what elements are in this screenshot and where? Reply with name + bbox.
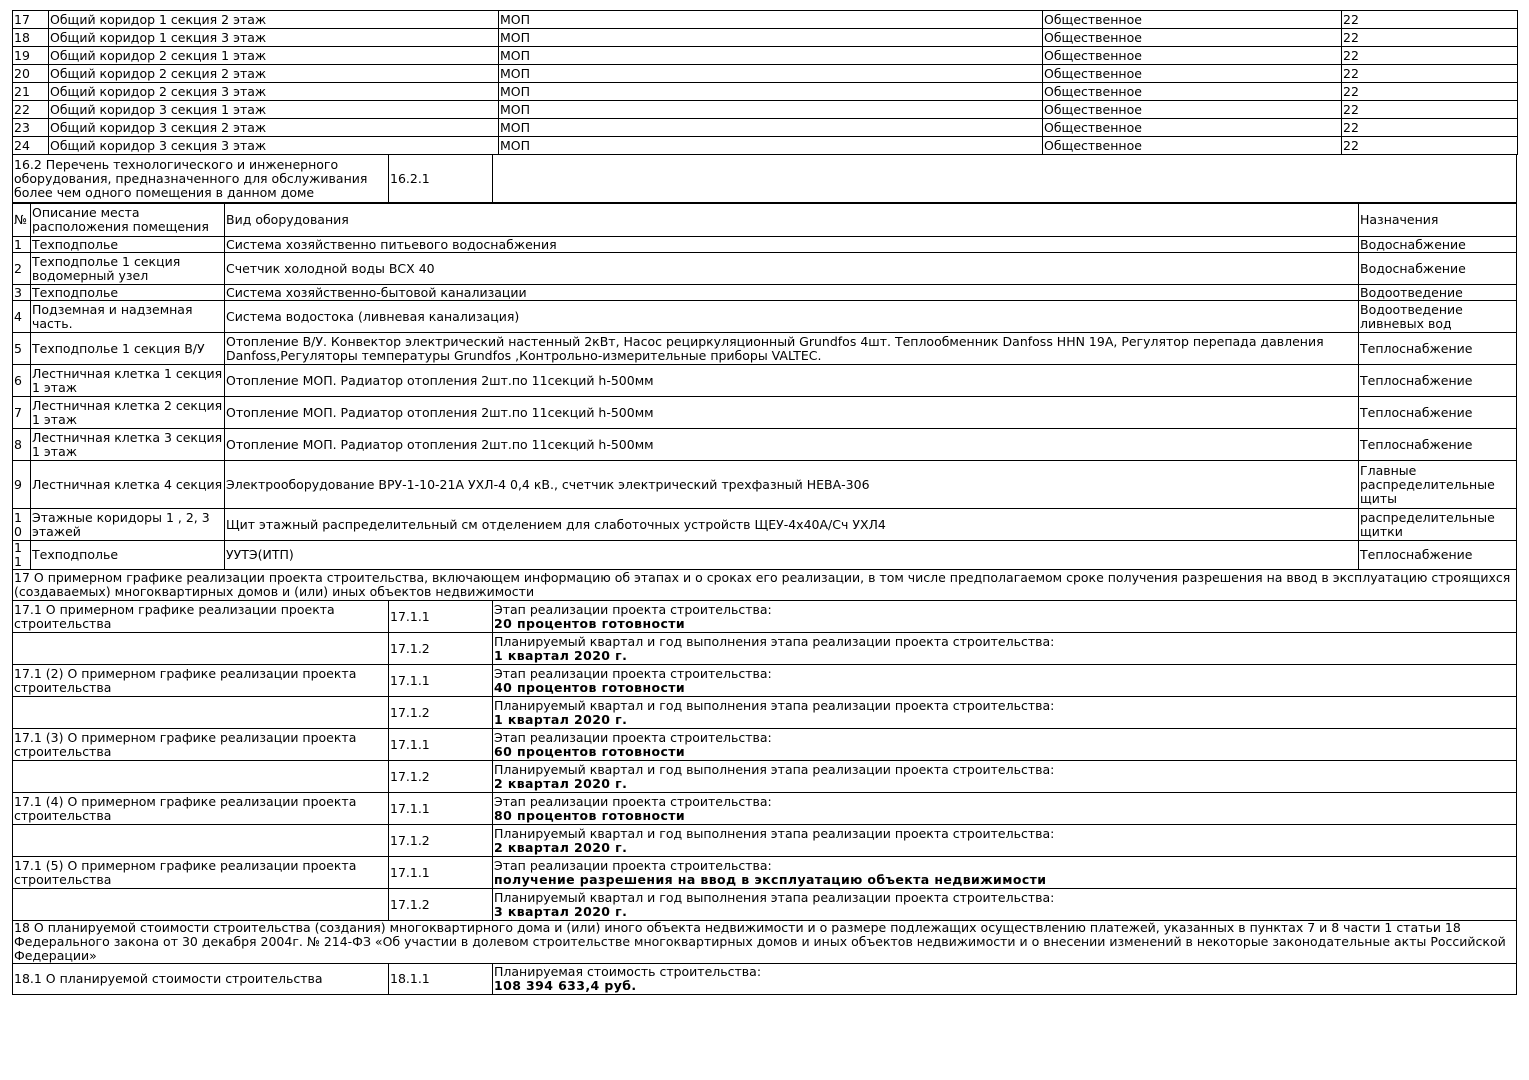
premises-area: 22 (1342, 65, 1518, 83)
equipment-num: 11 (13, 541, 31, 570)
quarter-code: 17.1.2 (389, 697, 493, 729)
stage-value (493, 665, 1517, 697)
premises-row (13, 29, 1518, 47)
equipment-kind: Отопление МОП. Радиатор отопления 2шт.по 11секций h-500мм (225, 365, 1359, 397)
quarter-label-empty (13, 761, 389, 793)
equipment-row (13, 333, 1517, 365)
quarter-row (13, 697, 1517, 729)
stage-text: 20 процентов готовности (494, 615, 686, 631)
stage-caption: Этап реализации проекта строительства: (494, 793, 772, 809)
premises-type: МОП (499, 65, 1043, 83)
premises-num: 21 (13, 83, 49, 101)
equipment-row (13, 397, 1517, 429)
section-16-2-value (493, 155, 1517, 203)
equipment-purpose: Водоснабжение (1359, 237, 1517, 253)
premises-purpose: Общественное (1043, 119, 1342, 137)
equipment-location: Лестничная клетка 1 секция 1 этаж (31, 365, 225, 397)
quarter-row (13, 761, 1517, 793)
premises-name: Общий коридор 3 секция 1 этаж (49, 101, 499, 119)
stage-code: 17.1.1 (389, 601, 493, 633)
section-17-title-table (12, 570, 1517, 601)
quarter-row (13, 633, 1517, 665)
premises-area: 22 (1342, 119, 1518, 137)
equipment-location: Техподполье (31, 237, 225, 253)
stage-caption: Этап реализации проекта строительства: (494, 857, 772, 873)
equipment-purpose: Главные распределительные щиты (1359, 461, 1517, 509)
quarter-caption: Планируемый квартал и год выполнения этапа реализации проекта строительства: (494, 697, 1055, 713)
section-18-code: 18.1.1 (389, 964, 493, 995)
equipment-location: Лестничная клетка 4 секция (31, 461, 225, 509)
quarter-text: 2 квартал 2020 г. (494, 775, 628, 791)
premises-type: МОП (499, 101, 1043, 119)
header-num: № (13, 204, 31, 237)
header-purpose: Назначения (1359, 204, 1517, 237)
premises-num: 19 (13, 47, 49, 65)
stage-caption: Этап реализации проекта строительства: (494, 729, 772, 745)
equipment-num: 4 (13, 301, 31, 333)
premises-area: 22 (1342, 29, 1518, 47)
quarter-value (493, 697, 1517, 729)
equipment-location: Этажные коридоры 1 , 2, 3 этажей (31, 509, 225, 541)
equipment-kind: Система водостока (ливневая канализация) (225, 301, 1359, 333)
equipment-num: 7 (13, 397, 31, 429)
quarter-text: 1 квартал 2020 г. (494, 711, 628, 727)
equipment-row (13, 237, 1517, 253)
stage-code: 17.1.1 (389, 729, 493, 761)
quarter-value (493, 633, 1517, 665)
quarter-code: 17.1.2 (389, 633, 493, 665)
quarter-caption: Планируемый квартал и год выполнения этапа реализации проекта строительства: (494, 633, 1055, 649)
equipment-location: Лестничная клетка 3 секция 1 этаж (31, 429, 225, 461)
premises-name: Общий коридор 3 секция 2 этаж (49, 119, 499, 137)
quarter-label-empty (13, 889, 389, 921)
premises-purpose: Общественное (1043, 47, 1342, 65)
equipment-purpose: Водоснабжение (1359, 253, 1517, 285)
equipment-purpose: Теплоснабжение (1359, 429, 1517, 461)
equipment-kind: Электрооборудование ВРУ-1-10-21А УХЛ-4 0,4 кВ., счетчик электрический трехфазный НЕВА-306 (225, 461, 1359, 509)
stage-code: 17.1.1 (389, 857, 493, 889)
stage-value (493, 793, 1517, 825)
equipment-header-row (13, 204, 1517, 237)
equipment-kind: Щит этажный распределительный см отделением для слаботочных устройств ЩЕУ-4х40А/Сч УХЛ4 (225, 509, 1359, 541)
equipment-location: Техподполье (31, 541, 225, 570)
section-16-2-label: 16.2 Перечень технологического и инженерного оборудования, предназначенного для обслуживания более чем одного помещения в данном доме (13, 155, 389, 203)
stage-row (13, 857, 1517, 889)
stage-label: 17.1 (3) О примерном графике реализации проекта строительства (13, 729, 389, 761)
premises-name: Общий коридор 3 секция 3 этаж (49, 137, 499, 155)
section-16-2-table (12, 155, 1517, 203)
premises-name: Общий коридор 2 секция 2 этаж (49, 65, 499, 83)
equipment-row (13, 301, 1517, 333)
quarter-caption: Планируемый квартал и год выполнения этапа реализации проекта строительства: (494, 825, 1055, 841)
section-18-title: 18 О планируемой стоимости строительства (создания) многоквартирного дома и (или) иного объекта недвижимости и о размере подлежащих осуществлению платежей, указанных в пунктах 7 и 8 части 1 статьи 18 Федерального закона от 30 декабря 2004г. № 214-ФЗ «Об участии в долевом строительстве многоквартирных домов и иных объектов недвижимости и о внесении изменений в некоторые законодательные акты Российской Федерации» (13, 921, 1517, 964)
quarter-label-empty (13, 825, 389, 857)
cost-value: 108 394 633,4 руб. (494, 978, 637, 993)
equipment-num: 5 (13, 333, 31, 365)
premises-type: МОП (499, 11, 1043, 29)
equipment-kind: Отопление В/У. Конвектор электрический настенный 2кВт, Насос рециркуляционный Grundfos 4шт. Теплообменник Danfoss HHN 19A, Регулятор перепада давления Danfoss,Регуляторы температуры Grundfos ,Контрольно-измерительные приборы VALTEC. (225, 333, 1359, 365)
stage-text: 60 процентов готовности (494, 743, 686, 759)
stage-label: 17.1 (4) О примерном графике реализации проекта строительства (13, 793, 389, 825)
premises-area: 22 (1342, 11, 1518, 29)
document-page (12, 10, 1517, 995)
stage-value (493, 857, 1517, 889)
stage-caption: Этап реализации проекта строительства: (494, 601, 772, 617)
equipment-row (13, 365, 1517, 397)
equipment-num: 1 (13, 237, 31, 253)
quarter-caption: Планируемый квартал и год выполнения этапа реализации проекта строительства: (494, 889, 1055, 905)
equipment-num: 3 (13, 285, 31, 301)
premises-type: МОП (499, 47, 1043, 65)
equipment-row (13, 461, 1517, 509)
section-17-table (12, 601, 1517, 921)
equipment-row (13, 253, 1517, 285)
premises-area: 22 (1342, 101, 1518, 119)
premises-num: 23 (13, 119, 49, 137)
equipment-kind: Система хозяйственно питьевого водоснабжения (225, 237, 1359, 253)
equipment-num: 2 (13, 253, 31, 285)
equipment-row (13, 285, 1517, 301)
quarter-text: 3 квартал 2020 г. (494, 903, 628, 919)
quarter-code: 17.1.2 (389, 761, 493, 793)
quarter-code: 17.1.2 (389, 889, 493, 921)
cost-label: Планируемая стоимость строительства: (494, 964, 762, 979)
stage-row (13, 665, 1517, 697)
equipment-location: Техподполье (31, 285, 225, 301)
quarter-caption: Планируемый квартал и год выполнения этапа реализации проекта строительства: (494, 761, 1055, 777)
premises-type: МОП (499, 29, 1043, 47)
header-location: Описание места расположения помещения (31, 204, 225, 237)
premises-purpose: Общественное (1043, 101, 1342, 119)
equipment-kind: Счетчик холодной воды ВСХ 40 (225, 253, 1359, 285)
premises-purpose: Общественное (1043, 11, 1342, 29)
premises-row (13, 101, 1518, 119)
stage-row (13, 729, 1517, 761)
premises-name: Общий коридор 2 секция 1 этаж (49, 47, 499, 65)
quarter-row (13, 825, 1517, 857)
premises-row (13, 11, 1518, 29)
equipment-num: 9 (13, 461, 31, 509)
stage-text: получение разрешения на ввод в эксплуатацию объекта недвижимости (494, 871, 1047, 887)
header-kind: Вид оборудования (225, 204, 1359, 237)
quarter-value (493, 825, 1517, 857)
premises-num: 20 (13, 65, 49, 83)
premises-name: Общий коридор 1 секция 3 этаж (49, 29, 499, 47)
equipment-purpose: Теплоснабжение (1359, 541, 1517, 570)
equipment-num: 8 (13, 429, 31, 461)
quarter-code: 17.1.2 (389, 825, 493, 857)
stage-row (13, 793, 1517, 825)
equipment-location: Подземная и надземная часть. (31, 301, 225, 333)
premises-purpose: Общественное (1043, 137, 1342, 155)
premises-name: Общий коридор 1 секция 2 этаж (49, 11, 499, 29)
premises-row (13, 137, 1518, 155)
quarter-value (493, 761, 1517, 793)
premises-row (13, 119, 1518, 137)
stage-text: 40 процентов готовности (494, 679, 686, 695)
equipment-purpose: Теплоснабжение (1359, 333, 1517, 365)
stage-text: 80 процентов готовности (494, 807, 686, 823)
premises-area: 22 (1342, 137, 1518, 155)
equipment-purpose: Теплоснабжение (1359, 397, 1517, 429)
premises-row (13, 65, 1518, 83)
stage-caption: Этап реализации проекта строительства: (494, 665, 772, 681)
equipment-purpose: Водоотведение (1359, 285, 1517, 301)
equipment-location: Техподполье 1 секция водомерный узел (31, 253, 225, 285)
equipment-kind: Система хозяйственно-бытовой канализации (225, 285, 1359, 301)
premises-table (12, 10, 1518, 155)
section-18-label: 18.1 О планируемой стоимости строительства (13, 964, 389, 995)
quarter-value (493, 889, 1517, 921)
premises-type: МОП (499, 137, 1043, 155)
section-17-title: 17 О примерном графике реализации проекта строительства, включающем информацию об этапах и о сроках его реализации, в том числе предполагаемом сроке получения разрешения на ввод в эксплуатацию строящихся (создаваемых) многоквартирных домов и (или) иных объектов недвижимости (13, 570, 1517, 601)
stage-value (493, 729, 1517, 761)
quarter-label-empty (13, 633, 389, 665)
premises-row (13, 47, 1518, 65)
premises-area: 22 (1342, 47, 1518, 65)
stage-label: 17.1 (2) О примерном графике реализации проекта строительства (13, 665, 389, 697)
equipment-kind: УУТЭ(ИТП) (225, 541, 1359, 570)
premises-num: 18 (13, 29, 49, 47)
equipment-purpose: Теплоснабжение (1359, 365, 1517, 397)
premises-area: 22 (1342, 83, 1518, 101)
premises-purpose: Общественное (1043, 65, 1342, 83)
quarter-text: 2 квартал 2020 г. (494, 839, 628, 855)
premises-type: МОП (499, 83, 1043, 101)
stage-label: 17.1 (5) О примерном графике реализации проекта строительства (13, 857, 389, 889)
stage-code: 17.1.1 (389, 793, 493, 825)
premises-num: 24 (13, 137, 49, 155)
quarter-text: 1 квартал 2020 г. (494, 647, 628, 663)
equipment-num: 6 (13, 365, 31, 397)
quarter-label-empty (13, 697, 389, 729)
premises-row (13, 83, 1518, 101)
premises-type: МОП (499, 119, 1043, 137)
equipment-row (13, 541, 1517, 570)
section-16-2-code: 16.2.1 (389, 155, 493, 203)
premises-purpose: Общественное (1043, 83, 1342, 101)
equipment-location: Лестничная клетка 2 секция 1 этаж (31, 397, 225, 429)
stage-row (13, 601, 1517, 633)
section-18-value (493, 964, 1517, 995)
premises-num: 17 (13, 11, 49, 29)
equipment-table (12, 203, 1517, 570)
equipment-row (13, 509, 1517, 541)
equipment-kind: Отопление МОП. Радиатор отопления 2шт.по 11секций h-500мм (225, 397, 1359, 429)
equipment-purpose: распределительные щитки (1359, 509, 1517, 541)
section-18-title-table (12, 921, 1517, 964)
equipment-num: 10 (13, 509, 31, 541)
equipment-row (13, 429, 1517, 461)
premises-num: 22 (13, 101, 49, 119)
stage-code: 17.1.1 (389, 665, 493, 697)
stage-label: 17.1 О примерном графике реализации проекта строительства (13, 601, 389, 633)
equipment-purpose: Водоотведение ливневых вод (1359, 301, 1517, 333)
equipment-location: Техподполье 1 секция В/У (31, 333, 225, 365)
section-18-table (12, 964, 1517, 995)
premises-purpose: Общественное (1043, 29, 1342, 47)
quarter-row (13, 889, 1517, 921)
equipment-kind: Отопление МОП. Радиатор отопления 2шт.по 11секций h-500мм (225, 429, 1359, 461)
premises-name: Общий коридор 2 секция 3 этаж (49, 83, 499, 101)
stage-value (493, 601, 1517, 633)
